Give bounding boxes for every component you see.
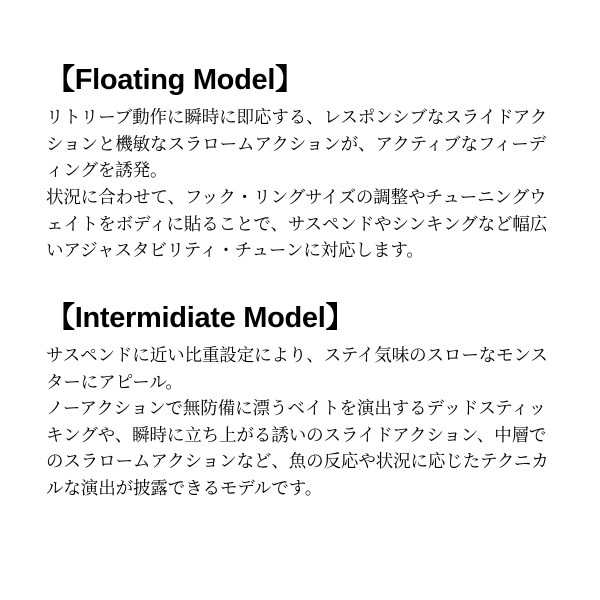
section-heading: 【Intermidiate Model】: [46, 301, 355, 334]
paragraph: サスペンドに近い比重設定により、ステイ気味のスローなモンスターにアピール。: [46, 345, 548, 392]
section-intermidiate-model: [46, 300, 556, 502]
section-heading: 【Floating Model】: [46, 64, 304, 96]
section-body: [46, 342, 556, 502]
paragraph: ノーアクションで無防備に漂うベイトを演出するデッドスティッキングや、瞬時に立ち上がる誘いのスライドアクション、中層でのスラロームアクションなど、魚の反応や状況に応じたテクニカルな演出が披露できるモデルです。: [46, 398, 549, 499]
section-body: [46, 104, 556, 264]
section-floating-model: [46, 62, 556, 264]
paragraph: リトリーブ動作に瞬時に即応する、レスポンシブなスライドアクションと機敏なスラロームアクションが、アクティブなフィーディングを誘発。: [46, 107, 548, 181]
paragraph: 状況に合わせて、フック・リングサイズの調整やチューニングウェイトをボディに貼ることで、サスペンドやシンキングなど幅広いアジャスタビリティ・チューンに対応します。: [46, 187, 548, 261]
